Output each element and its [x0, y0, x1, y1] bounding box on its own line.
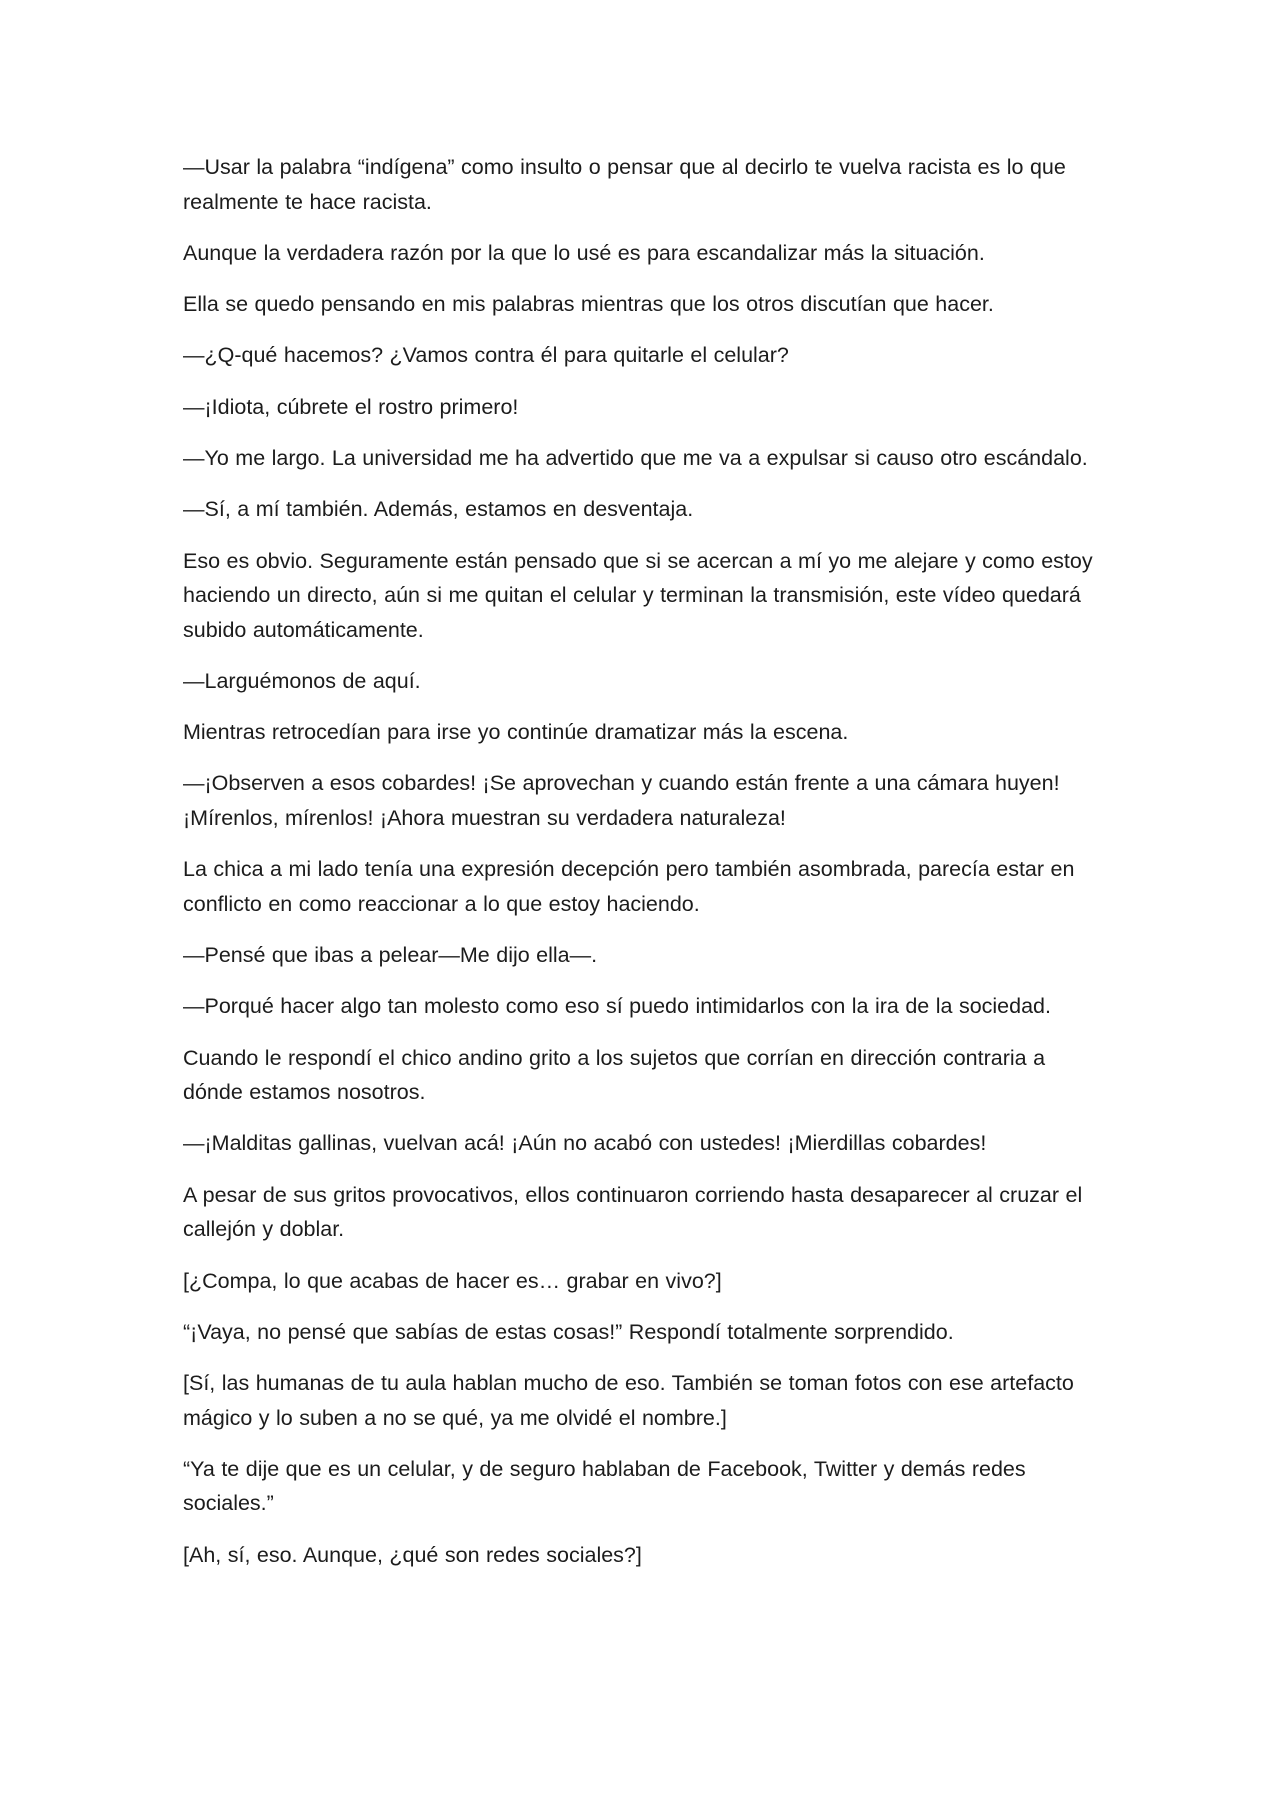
paragraph: —Usar la palabra “indígena” como insulto o pensar que al decirlo te vuelva racista es lo que realmente te hace racista. — [183, 155, 1066, 214]
paragraph: Eso es obvio. Seguramente están pensado que si se acercan a mí yo me alejare y como estoy haciendo un directo, aún si me quitan el celular y terminan la transmisión, este vídeo quedará subido automáticamente. — [183, 548, 1093, 642]
paragraph: —¡Idiota, cúbrete el rostro primero! — [183, 394, 519, 419]
paragraph: —Pensé que ibas a pelear—Me dijo ella—. — [183, 943, 598, 968]
paragraph: “¡Vaya, no pensé que sabías de estas cosas!” Respondí totalmente sorprendido. — [183, 1319, 954, 1344]
paragraph: —Porqué hacer algo tan molesto como eso sí puedo intimidarlos con la ira de la sociedad. — [183, 994, 1051, 1019]
paragraph: Ella se quedo pensando en mis palabras mientras que los otros discutían que hacer. — [183, 292, 994, 317]
paragraph: —¿Q-qué hacemos? ¿Vamos contra él para quitarle el celular? — [183, 343, 789, 368]
paragraph: —¡Observen a esos cobardes! ¡Se aprovechan y cuando están frente a una cámara huyen! ¡Mírenlos, mírenlos! ¡Ahora muestran su verdadera naturaleza! — [183, 771, 1060, 830]
paragraph: La chica a mi lado tenía una expresión decepción pero también asombrada, parecía estar en conflicto en como reaccionar a lo que estoy haciendo. — [183, 857, 1075, 916]
paragraph: —Yo me largo. La universidad me ha advertido que me va a expulsar si causo otro escándalo. — [183, 445, 1088, 470]
paragraph: [Sí, las humanas de tu aula hablan mucho de eso. También se toman fotos con ese artefacto mágico y lo suben a no se qué, ya me olvidé el nombre.] — [183, 1371, 1074, 1430]
paragraph: Cuando le respondí el chico andino grito a los sujetos que corrían en dirección contraria a dónde estamos nosotros. — [183, 1045, 1046, 1105]
paragraph: —Larguémonos de aquí. — [183, 668, 421, 693]
paragraph: [Ah, sí, eso. Aunque, ¿qué son redes sociales?] — [183, 1542, 642, 1567]
paragraph: Aunque la verdadera razón por la que lo usé es para escandalizar más la situación. — [183, 240, 985, 265]
paragraph: —Sí, a mí también. Además, estamos en desventaja. — [183, 497, 694, 522]
paragraph: —¡Malditas gallinas, vuelvan acá! ¡Aún no acabó con ustedes! ¡Mierdillas cobardes! — [183, 1131, 987, 1156]
paragraph: A pesar de sus gritos provocativos, ellos continuaron corriendo hasta desaparecer al cruzar el callejón y doblar. — [183, 1182, 1083, 1242]
document-body — [183, 150, 1103, 1589]
paragraph: “Ya te dije que es un celular, y de seguro hablaban de Facebook, Twitter y demás redes sociales.” — [183, 1456, 1026, 1516]
paragraph: [¿Compa, lo que acabas de hacer es… grabar en vivo?] — [183, 1268, 722, 1293]
paragraph: Mientras retrocedían para irse yo continúe dramatizar más la escena. — [183, 720, 849, 745]
